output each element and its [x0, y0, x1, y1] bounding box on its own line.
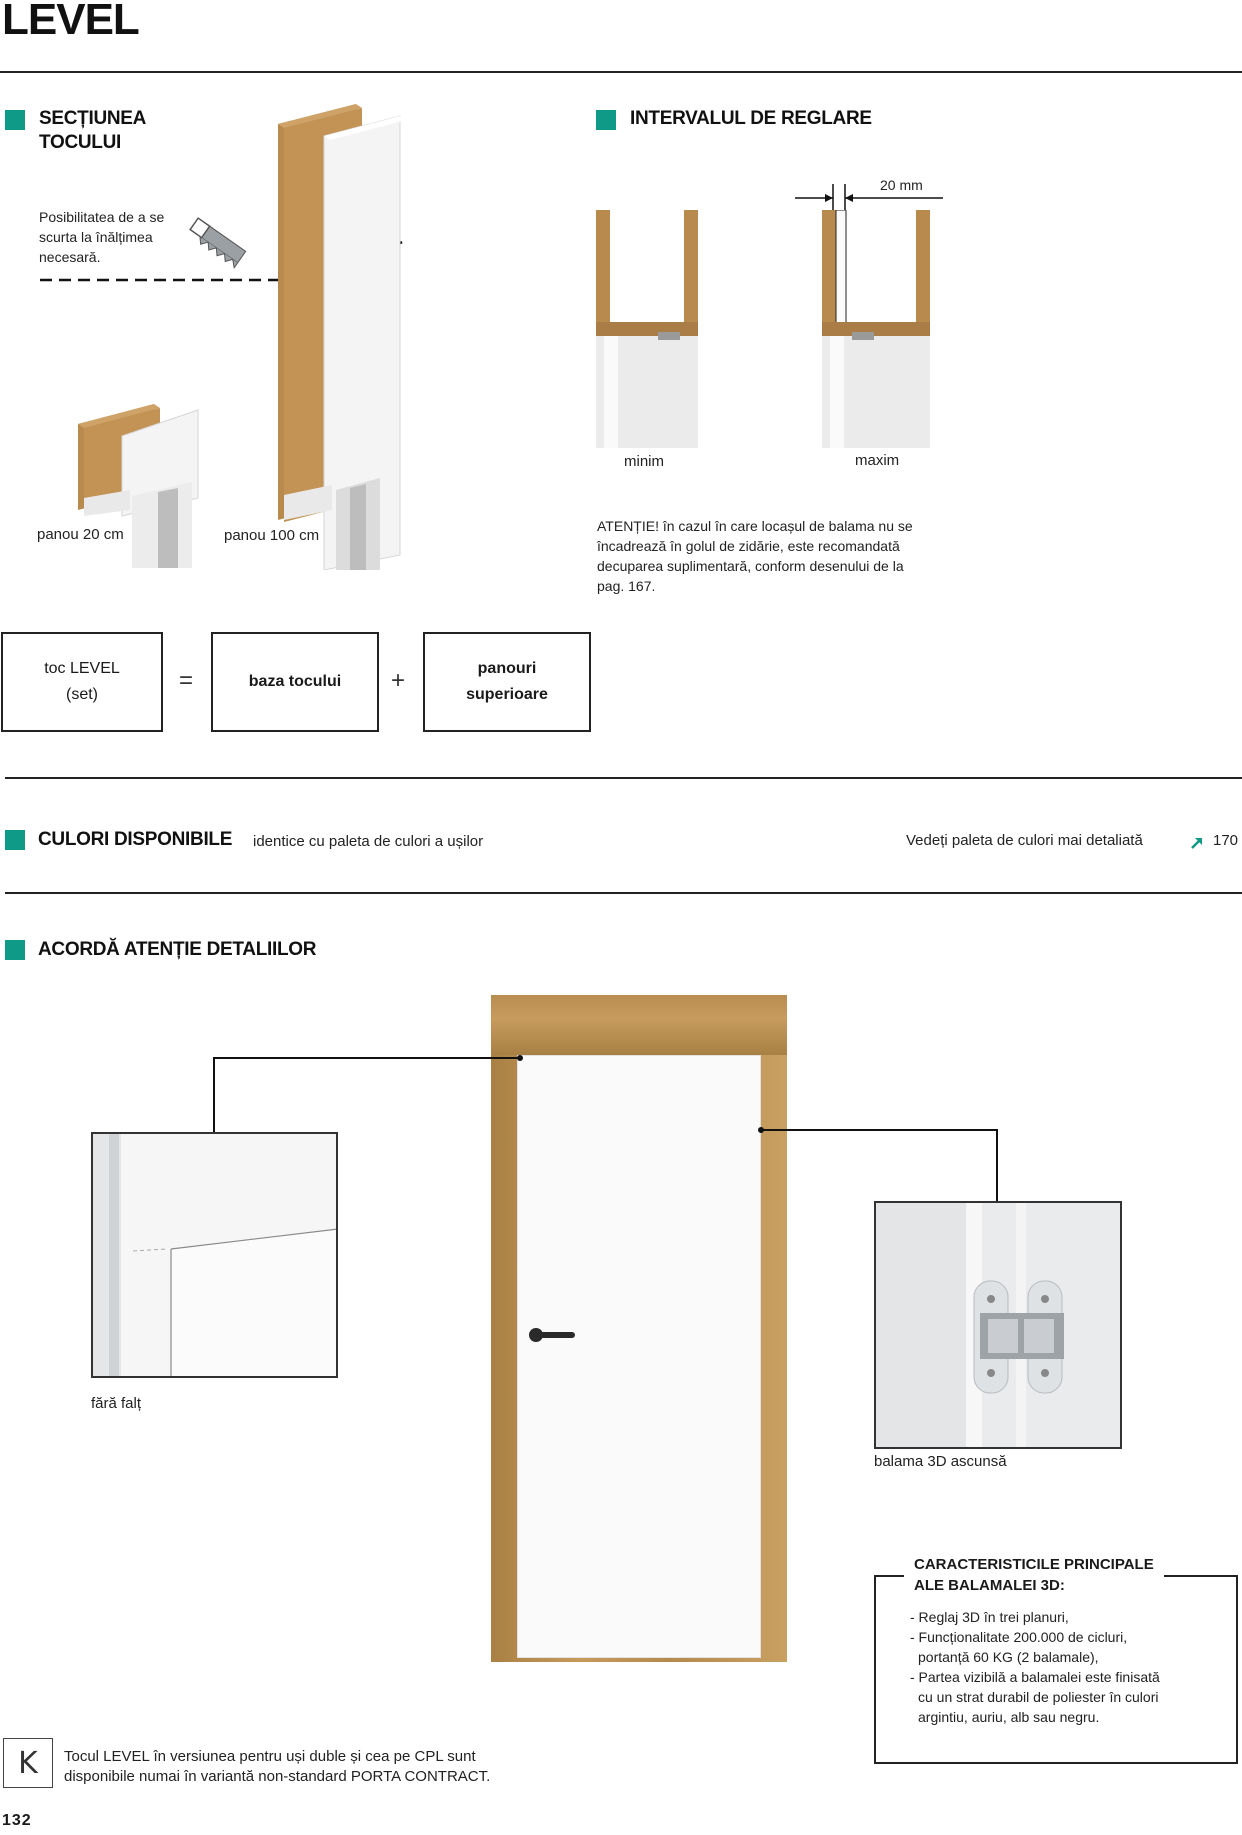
page-title: LEVEL: [2, 0, 139, 44]
panel-20-label: panou 20 cm: [37, 526, 124, 543]
hinge-features-list: - Reglaj 3D în trei planuri, - Funcționalitate 200.000 de cicluri, portanță 60 KG (2 balamale), - Partea vizibilă a balamalei este finisată cu un strat durabil de poliester în culori argintiu, auriu, alb sau negru.: [910, 1609, 1160, 1725]
colors-palette-link[interactable]: Vedeți paleta de culori mai detaliată: [906, 832, 1143, 849]
arrow-up-right-icon[interactable]: [1190, 836, 1204, 850]
section-tocului-heading: SECȚIUNEA TOCULUI: [39, 108, 147, 153]
connector-line: [762, 1129, 998, 1131]
formula-box-panouri-superioare: panouri superioare: [423, 632, 591, 732]
frame-panel-100-image: [270, 100, 410, 570]
footer-note: Tocul LEVEL în versiunea pentru uși duble și cea pe CPL sunt disponibile numai în variantă non-standard PORTA CONTRACT.: [64, 1748, 491, 1785]
interval-maximum-image: [822, 210, 932, 448]
connector-dot: [517, 1055, 523, 1061]
formula-box-baza-tocului: baza tocului: [211, 632, 379, 732]
frame-detail-photo: [91, 1132, 338, 1378]
door-handle-lever: [535, 1332, 575, 1338]
hinge-features-title: CARACTERISTICILE PRINCIPALE ALE BALAMALEI 3D:: [904, 1554, 1164, 1596]
minimum-label: minim: [624, 453, 664, 470]
dimension-label: 20 mm: [880, 177, 923, 193]
saw-icon: [187, 218, 246, 268]
formula-box-toc-level: toc LEVEL (set): [1, 632, 163, 732]
cut-note: Posibilitatea de a se scurta la înălțimea necesară.: [39, 209, 165, 265]
section-marker-icon: [5, 940, 25, 960]
interval-warning: ATENȚIE! în cazul în care locașul de balama nu se încadrează în golul de zidărie, este recomandată decuparea suplimentară, conform desenului de la pag. 167.: [597, 518, 913, 594]
section-marker-icon: [5, 830, 25, 850]
section-marker-icon: [5, 110, 25, 130]
frame-detail-label: fără falț: [91, 1395, 142, 1412]
colors-heading: CULORI DISPONIBILE: [38, 829, 233, 850]
hinge-detail-label: balama 3D ascunsă: [874, 1453, 1007, 1470]
equals-sign: =: [179, 667, 194, 694]
connector-dot: [758, 1127, 764, 1133]
section-marker-icon: [596, 110, 616, 130]
maximum-label: maxim: [855, 452, 900, 469]
contract-icon: K: [3, 1738, 53, 1788]
connector-line: [996, 1129, 998, 1201]
plus-sign: +: [391, 667, 406, 694]
interval-heading: INTERVALUL DE REGLARE: [630, 108, 872, 129]
divider-top: [0, 71, 1242, 73]
door-leaf: [517, 1055, 761, 1658]
divider-middle: [5, 777, 1242, 779]
hinge-detail-photo: [874, 1201, 1122, 1449]
divider-lower: [5, 892, 1242, 894]
connector-line: [213, 1057, 215, 1132]
interval-minimum-image: [596, 210, 698, 448]
door-frame-image: [491, 995, 787, 1662]
details-heading: ACORDĂ ATENȚIE DETALIILOR: [38, 939, 317, 960]
panel-100-label: panou 100 cm: [224, 527, 320, 544]
colors-link-page[interactable]: 170: [1213, 832, 1239, 849]
connector-line: [213, 1057, 519, 1059]
page-number: 132: [2, 1812, 32, 1829]
colors-subtitle: identice cu paleta de culori a ușilor: [253, 833, 484, 850]
